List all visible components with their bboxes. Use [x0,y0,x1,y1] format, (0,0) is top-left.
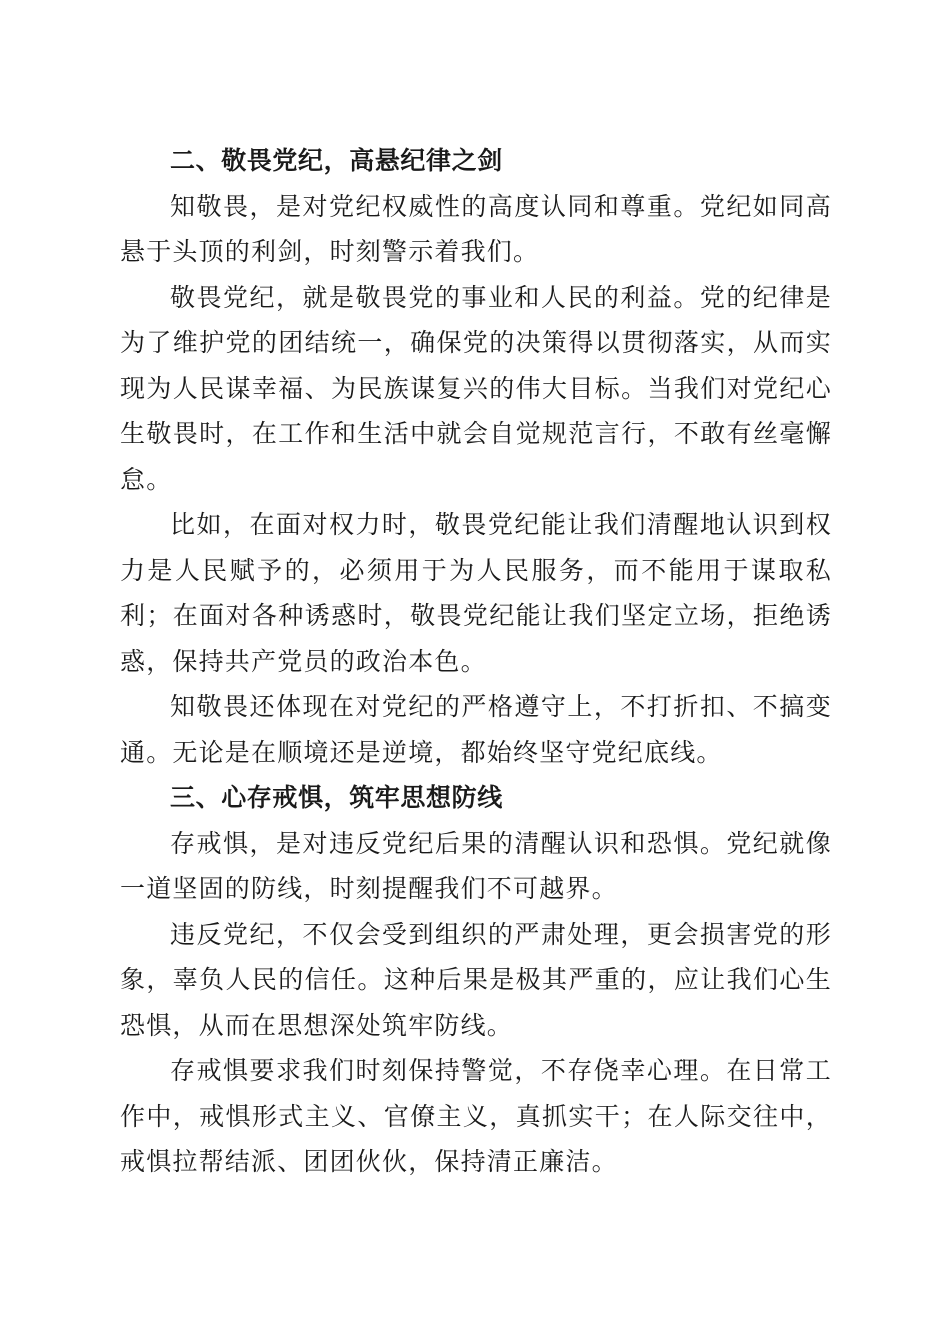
paragraph: 知敬畏还体现在对党纪的严格遵守上，不打折扣、不搞变通。无论是在顺境还是逆境，都始终坚守党纪底线。 [120,692,832,767]
paragraph: 敬畏党纪，就是敬畏党的事业和人民的利益。党的纪律是为了维护党的团结统一，确保党的决策得以贯彻落实，从而实现为人民谋幸福、为民族谋复兴的伟大目标。当我们对党纪心生敬畏时，在工作和生活中就会自觉规范言行，不敢有丝毫懈怠。 [120,282,832,494]
paragraph: 知敬畏，是对党纪权威性的高度认同和尊重。党纪如同高悬于头顶的利剑，时刻警示着我们。 [120,191,832,266]
paragraph: 比如，在面对权力时，敬畏党纪能让我们清醒地认识到权力是人民赋予的，必须用于为人民服务，而不能用于谋取私利；在面对各种诱惑时，敬畏党纪能让我们坚定立场，拒绝诱惑，保持共产党员的政治本色。 [120,510,832,676]
section-heading-3: 三、心存戒惧，筑牢思想防线 [170,783,503,812]
paragraph: 违反党纪，不仅会受到组织的严肃处理，更会损害党的形象，辜负人民的信任。这种后果是极其严重的，应让我们心生恐惧，从而在思想深处筑牢防线。 [120,919,832,1040]
paragraph: 存戒惧，是对违反党纪后果的清醒认识和恐惧。党纪就像一道坚固的防线，时刻提醒我们不可越界。 [120,828,832,903]
paragraph: 存戒惧要求我们时刻保持警觉，不存侥幸心理。在日常工作中，戒惧形式主义、官僚主义，真抓实干；在人际交往中，戒惧拉帮结派、团团伙伙，保持清正廉洁。 [120,1056,832,1176]
document-body [120,138,832,1185]
section-heading-2: 二、敬畏党纪，高悬纪律之剑 [170,146,503,175]
